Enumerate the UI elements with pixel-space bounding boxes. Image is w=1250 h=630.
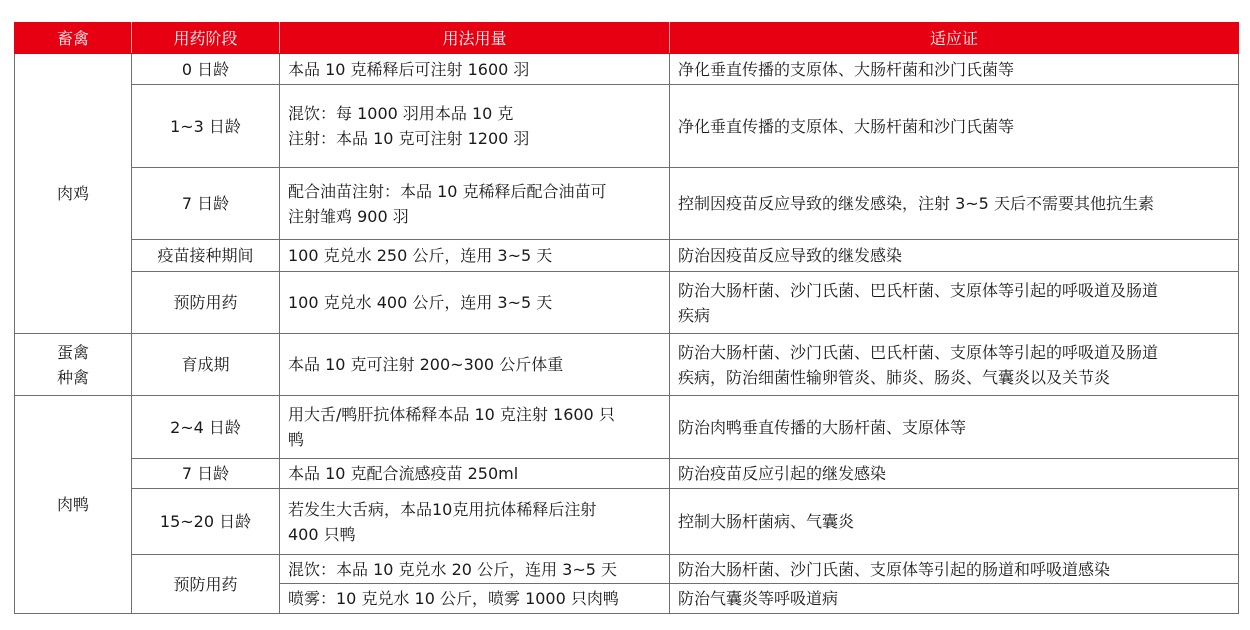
dosage-table: [14, 22, 1239, 614]
stage-cell: 1~3 日龄: [132, 85, 280, 168]
indication-cell: 防治因疫苗反应导致的继发感染: [670, 240, 1239, 272]
usage-cell: 用大舌/鸭肝抗体稀释本品 10 克注射 1600 只 鸭: [280, 396, 670, 459]
animal-cell-layer: 蛋禽 种禽: [15, 334, 132, 396]
stage-cell: 预防用药: [132, 555, 280, 614]
indication-cell: 净化垂直传播的支原体、大肠杆菌和沙门氏菌等: [670, 85, 1239, 168]
usage-cell: 喷雾：10 克兑水 10 公斤，喷雾 1000 只肉鸭: [280, 584, 670, 614]
header-usage: 用法用量: [280, 23, 670, 54]
stage-cell: 预防用药: [132, 272, 280, 334]
usage-cell: 100 克兑水 250 公斤，连用 3~5 天: [280, 240, 670, 272]
indication-cell: 净化垂直传播的支原体、大肠杆菌和沙门氏菌等: [670, 54, 1239, 85]
stage-cell: 15~20 日龄: [132, 489, 280, 555]
indication-cell: 控制因疫苗反应导致的继发感染，注射 3~5 天后不需要其他抗生素: [670, 168, 1239, 240]
dosage-table-container: [14, 22, 1238, 614]
usage-cell: 100 克兑水 400 公斤，连用 3~5 天: [280, 272, 670, 334]
header-animal: 畜禽: [15, 23, 132, 54]
table-row: [15, 54, 1239, 85]
header-indication: 适应证: [670, 23, 1239, 54]
table-row: [15, 459, 1239, 489]
indication-cell: 防治大肠杆菌、沙门氏菌、巴氏杆菌、支原体等引起的呼吸道及肠道 疾病，防治细菌性输卵管炎、肺炎、肠炎、气囊炎以及关节炎: [670, 334, 1239, 396]
indication-cell: 控制大肠杆菌病、气囊炎: [670, 489, 1239, 555]
table-header-row: [15, 23, 1239, 54]
indication-cell: 防治大肠杆菌、沙门氏菌、巴氏杆菌、支原体等引起的呼吸道及肠道 疾病: [670, 272, 1239, 334]
table-row: [15, 396, 1239, 459]
stage-cell: 疫苗接种期间: [132, 240, 280, 272]
table-row: [15, 489, 1239, 555]
table-row: [15, 168, 1239, 240]
usage-cell: 本品 10 克可注射 200~300 公斤体重: [280, 334, 670, 396]
stage-cell: 育成期: [132, 334, 280, 396]
indication-cell: 防治大肠杆菌、沙门氏菌、支原体等引起的肠道和呼吸道感染: [670, 555, 1239, 584]
stage-cell: 7 日龄: [132, 168, 280, 240]
usage-cell: 混饮：本品 10 克兑水 20 公斤，连用 3~5 天: [280, 555, 670, 584]
header-stage: 用药阶段: [132, 23, 280, 54]
usage-cell: 若发生大舌病，本品10克用抗体稀释后注射 400 只鸭: [280, 489, 670, 555]
indication-cell: 防治肉鸭垂直传播的大肠杆菌、支原体等: [670, 396, 1239, 459]
usage-cell: 本品 10 克稀释后可注射 1600 羽: [280, 54, 670, 85]
indication-cell: 防治疫苗反应引起的继发感染: [670, 459, 1239, 489]
table-row: [15, 85, 1239, 168]
usage-cell: 混饮：每 1000 羽用本品 10 克 注射：本品 10 克可注射 1200 羽: [280, 85, 670, 168]
stage-cell: 7 日龄: [132, 459, 280, 489]
stage-cell: 2~4 日龄: [132, 396, 280, 459]
usage-cell: 本品 10 克配合流感疫苗 250ml: [280, 459, 670, 489]
usage-cell: 配合油苗注射：本品 10 克稀释后配合油苗可 注射雏鸡 900 羽: [280, 168, 670, 240]
animal-cell-duck: 肉鸭: [15, 396, 132, 614]
indication-cell: 防治气囊炎等呼吸道病: [670, 584, 1239, 614]
stage-cell: 0 日龄: [132, 54, 280, 85]
table-row: [15, 555, 1239, 584]
table-row: [15, 240, 1239, 272]
table-row: [15, 334, 1239, 396]
table-row: [15, 272, 1239, 334]
animal-cell-broiler: 肉鸡: [15, 54, 132, 334]
